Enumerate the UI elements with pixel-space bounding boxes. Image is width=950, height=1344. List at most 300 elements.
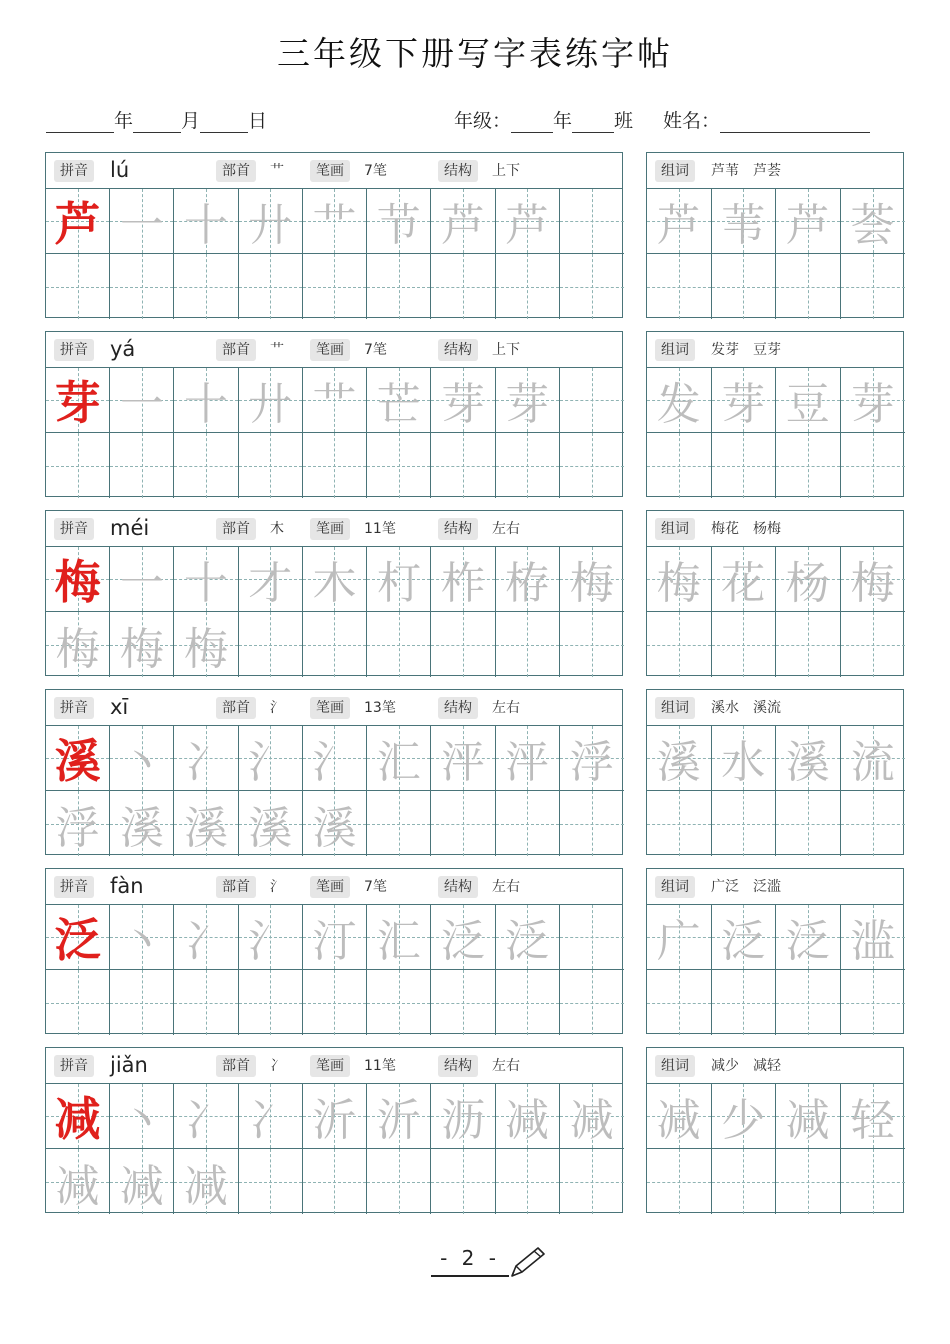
writing-cell[interactable] xyxy=(496,547,560,612)
stroke-order-trace: 溪 xyxy=(248,802,293,854)
writing-cell[interactable] xyxy=(303,726,367,791)
writing-cell[interactable] xyxy=(560,726,624,791)
word-writing-cell[interactable] xyxy=(841,1149,906,1214)
word-practice-block xyxy=(646,689,904,855)
block-header xyxy=(647,869,903,905)
word-trace-character: 芽 xyxy=(850,379,895,430)
stroke-order-trace: 减 xyxy=(505,1095,550,1146)
word-trace-character: 广 xyxy=(656,916,701,967)
word-writing-cell[interactable] xyxy=(647,254,712,319)
stroke-order-trace: 减 xyxy=(55,1160,100,1212)
writing-cell[interactable] xyxy=(431,433,495,498)
writing-cell[interactable] xyxy=(46,254,110,319)
word-writing-cell[interactable] xyxy=(712,1149,777,1214)
pinyin-value: yá xyxy=(110,337,136,361)
radical-value: 艹 xyxy=(270,342,284,358)
block-header xyxy=(647,1048,903,1084)
writing-cell[interactable] xyxy=(110,726,174,791)
word-writing-cell[interactable] xyxy=(712,905,777,970)
writing-cell[interactable] xyxy=(239,433,303,498)
word-writing-cell[interactable] xyxy=(712,726,777,791)
block-header xyxy=(647,332,903,368)
strokes-label: 笔画 xyxy=(310,339,350,361)
writing-cell[interactable] xyxy=(110,368,174,433)
writing-cell[interactable] xyxy=(431,1084,495,1149)
writing-cell[interactable] xyxy=(496,970,560,1035)
stroke-order-trace: 泙 xyxy=(505,737,550,788)
writing-cell[interactable] xyxy=(239,189,303,254)
word-trace-character: 花 xyxy=(721,558,766,609)
word-writing-cell[interactable] xyxy=(841,368,906,433)
writing-cell[interactable] xyxy=(431,254,495,319)
structure-label: 结构 xyxy=(438,160,478,182)
writing-cell[interactable] xyxy=(367,905,431,970)
structure-label: 结构 xyxy=(438,876,478,898)
word-trace-character: 豆 xyxy=(785,379,830,430)
word-writing-cell[interactable] xyxy=(841,254,906,319)
writing-cell[interactable] xyxy=(110,905,174,970)
writing-cell[interactable] xyxy=(560,189,624,254)
word-writing-cell[interactable] xyxy=(712,368,777,433)
word-writing-cell[interactable] xyxy=(841,433,906,498)
word-writing-cell[interactable] xyxy=(776,547,841,612)
stroke-order-trace: 一 xyxy=(119,200,164,251)
stroke-order-trace: 栫 xyxy=(505,558,550,609)
student-info-line xyxy=(454,106,870,133)
radical-label: 部首 xyxy=(216,1055,256,1077)
word-writing-cell[interactable] xyxy=(776,1084,841,1149)
words-label: 组词 xyxy=(655,339,695,361)
writing-cell[interactable] xyxy=(367,726,431,791)
word-trace-character: 梅 xyxy=(850,558,895,609)
grade-label: 年级： xyxy=(454,110,512,132)
word-writing-cell[interactable] xyxy=(776,433,841,498)
word-writing-cell[interactable] xyxy=(841,970,906,1035)
word-writing-cell[interactable] xyxy=(647,726,712,791)
word-writing-cell[interactable] xyxy=(776,970,841,1035)
word-writing-cell[interactable] xyxy=(776,254,841,319)
stroke-order-trace: 芒 xyxy=(376,379,421,430)
writing-cell[interactable] xyxy=(303,433,367,498)
words-value: 发芽 豆芽 xyxy=(711,342,781,358)
writing-cell[interactable] xyxy=(239,547,303,612)
page-number: - 2 - xyxy=(440,1246,500,1270)
word-writing-cell[interactable] xyxy=(712,547,777,612)
block-header xyxy=(46,153,622,189)
word-practice-block xyxy=(646,331,904,497)
word-writing-cell[interactable] xyxy=(647,970,712,1035)
writing-grid xyxy=(46,189,624,319)
writing-cell[interactable] xyxy=(174,189,238,254)
writing-cell[interactable] xyxy=(496,254,560,319)
main-character: 芽 xyxy=(54,376,101,430)
strokes-label: 笔画 xyxy=(310,518,350,540)
writing-cell[interactable] xyxy=(239,791,303,856)
word-trace-character: 芦 xyxy=(785,200,830,251)
stroke-order-trace: 减 xyxy=(569,1095,614,1146)
writing-cell[interactable] xyxy=(367,547,431,612)
writing-cell[interactable] xyxy=(239,970,303,1035)
writing-cell[interactable] xyxy=(239,254,303,319)
word-trace-character: 泛 xyxy=(721,916,766,967)
writing-grid xyxy=(46,1084,624,1214)
writing-cell[interactable] xyxy=(303,254,367,319)
stroke-order-trace: 冫 xyxy=(248,1095,293,1146)
radical-label: 部首 xyxy=(216,518,256,540)
writing-cell[interactable] xyxy=(174,726,238,791)
word-writing-grid xyxy=(647,1084,905,1214)
word-writing-cell[interactable] xyxy=(776,905,841,970)
word-trace-character: 发 xyxy=(656,379,701,430)
word-writing-cell[interactable] xyxy=(712,189,777,254)
word-writing-cell[interactable] xyxy=(776,612,841,677)
stroke-order-trace: 艹 xyxy=(312,200,357,251)
grade-year-label: 年 xyxy=(553,110,573,132)
strokes-value: 7笔 xyxy=(364,163,387,179)
main-character: 减 xyxy=(54,1092,101,1146)
word-writing-cell[interactable] xyxy=(647,905,712,970)
pinyin-label: 拼音 xyxy=(54,518,94,540)
word-trace-character: 水 xyxy=(721,737,766,788)
main-character: 梅 xyxy=(54,555,101,609)
structure-value: 上下 xyxy=(492,342,520,358)
writing-cell[interactable] xyxy=(496,1149,560,1214)
writing-cell[interactable] xyxy=(303,612,367,677)
structure-value: 左右 xyxy=(492,1058,520,1074)
writing-cell[interactable] xyxy=(431,547,495,612)
word-writing-cell[interactable] xyxy=(712,433,777,498)
word-writing-cell[interactable] xyxy=(841,726,906,791)
writing-cell[interactable] xyxy=(303,189,367,254)
writing-cell[interactable] xyxy=(239,726,303,791)
radical-label: 部首 xyxy=(216,876,256,898)
strokes-value: 13笔 xyxy=(364,700,396,716)
writing-cell[interactable] xyxy=(46,726,110,791)
writing-cell[interactable] xyxy=(239,905,303,970)
writing-cell[interactable] xyxy=(46,368,110,433)
radical-value: 冫 xyxy=(270,1058,284,1074)
writing-cell[interactable] xyxy=(560,433,624,498)
writing-cell[interactable] xyxy=(431,791,495,856)
writing-cell[interactable] xyxy=(303,1084,367,1149)
word-writing-cell[interactable] xyxy=(712,612,777,677)
writing-cell[interactable] xyxy=(560,905,624,970)
writing-cell[interactable] xyxy=(46,433,110,498)
writing-cell[interactable] xyxy=(496,905,560,970)
stroke-order-trace: 芽 xyxy=(440,379,485,430)
pinyin-label: 拼音 xyxy=(54,876,94,898)
word-writing-cell[interactable] xyxy=(776,189,841,254)
word-writing-cell[interactable] xyxy=(647,547,712,612)
writing-cell[interactable] xyxy=(496,189,560,254)
radical-label: 部首 xyxy=(216,339,256,361)
writing-cell[interactable] xyxy=(303,368,367,433)
word-trace-character: 减 xyxy=(785,1095,830,1146)
writing-cell[interactable] xyxy=(174,547,238,612)
writing-cell[interactable] xyxy=(174,612,238,677)
stroke-order-trace: 冫 xyxy=(184,916,229,967)
word-writing-cell[interactable] xyxy=(776,368,841,433)
word-practice-block xyxy=(646,152,904,318)
year-blank[interactable] xyxy=(46,111,114,133)
word-writing-cell[interactable] xyxy=(841,189,906,254)
word-writing-cell[interactable] xyxy=(647,433,712,498)
word-writing-cell[interactable] xyxy=(841,905,906,970)
stroke-order-trace: 丶 xyxy=(119,737,164,788)
writing-cell[interactable] xyxy=(560,612,624,677)
class-blank[interactable] xyxy=(572,111,614,133)
writing-cell[interactable] xyxy=(110,791,174,856)
writing-cell[interactable] xyxy=(46,970,110,1035)
word-writing-cell[interactable] xyxy=(776,726,841,791)
word-writing-cell[interactable] xyxy=(647,189,712,254)
pinyin-value: xī xyxy=(110,695,129,719)
stroke-order-trace: 溪 xyxy=(119,802,164,854)
writing-cell[interactable] xyxy=(174,1084,238,1149)
writing-cell[interactable] xyxy=(110,189,174,254)
block-header xyxy=(46,332,622,368)
stroke-order-trace: 沥 xyxy=(440,1095,485,1146)
writing-cell[interactable] xyxy=(496,1084,560,1149)
word-writing-cell[interactable] xyxy=(841,547,906,612)
writing-cell[interactable] xyxy=(174,905,238,970)
word-writing-cell[interactable] xyxy=(841,612,906,677)
word-writing-cell[interactable] xyxy=(841,1084,906,1149)
writing-cell[interactable] xyxy=(46,612,110,677)
stroke-order-trace: 浮 xyxy=(55,802,100,854)
radical-value: 艹 xyxy=(270,163,284,179)
strokes-label: 笔画 xyxy=(310,160,350,182)
writing-cell[interactable] xyxy=(46,1149,110,1214)
word-writing-cell[interactable] xyxy=(712,254,777,319)
writing-cell[interactable] xyxy=(110,547,174,612)
writing-cell[interactable] xyxy=(560,254,624,319)
writing-cell[interactable] xyxy=(431,612,495,677)
writing-cell[interactable] xyxy=(560,547,624,612)
stroke-order-trace: 汀 xyxy=(312,916,357,967)
writing-cell[interactable] xyxy=(367,433,431,498)
stroke-order-trace: 十 xyxy=(184,379,229,430)
radical-value: 氵 xyxy=(270,700,284,716)
word-writing-cell[interactable] xyxy=(712,970,777,1035)
stroke-order-trace: 冫 xyxy=(184,737,229,788)
writing-cell[interactable] xyxy=(560,970,624,1035)
word-practice-block xyxy=(646,868,904,1034)
stroke-order-trace: 芽 xyxy=(505,379,550,430)
word-writing-cell[interactable] xyxy=(712,1084,777,1149)
writing-cell[interactable] xyxy=(174,970,238,1035)
strokes-value: 7笔 xyxy=(364,879,387,895)
writing-cell[interactable] xyxy=(367,189,431,254)
word-trace-character: 泛 xyxy=(785,916,830,967)
writing-cell[interactable] xyxy=(367,254,431,319)
word-writing-cell[interactable] xyxy=(776,791,841,856)
writing-cell[interactable] xyxy=(110,1149,174,1214)
date-line xyxy=(46,106,267,133)
writing-cell[interactable] xyxy=(110,1084,174,1149)
grade-blank[interactable] xyxy=(511,111,553,133)
writing-cell[interactable] xyxy=(560,1084,624,1149)
structure-label: 结构 xyxy=(438,1055,478,1077)
words-label: 组词 xyxy=(655,518,695,540)
word-trace-character: 滥 xyxy=(850,916,895,967)
word-writing-cell[interactable] xyxy=(841,791,906,856)
writing-cell[interactable] xyxy=(174,368,238,433)
radical-value: 木 xyxy=(270,521,284,537)
stroke-order-trace: 一 xyxy=(119,379,164,430)
writing-cell[interactable] xyxy=(496,612,560,677)
stroke-order-trace: 减 xyxy=(119,1160,164,1212)
writing-cell[interactable] xyxy=(239,612,303,677)
pinyin-value: jiǎn xyxy=(110,1053,148,1077)
words-value: 溪水 溪流 xyxy=(711,700,781,716)
writing-cell[interactable] xyxy=(367,1084,431,1149)
writing-grid xyxy=(46,905,624,1035)
word-trace-character: 轻 xyxy=(850,1095,895,1146)
stroke-order-trace: 氵 xyxy=(248,916,293,967)
writing-cell[interactable] xyxy=(110,254,174,319)
word-writing-grid xyxy=(647,368,905,498)
word-writing-grid xyxy=(647,905,905,1035)
stroke-order-trace: 木 xyxy=(312,558,357,609)
strokes-value: 11笔 xyxy=(364,521,396,537)
writing-cell[interactable] xyxy=(46,1084,110,1149)
word-trace-character: 荟 xyxy=(850,200,895,251)
writing-cell[interactable] xyxy=(303,1149,367,1214)
stroke-order-trace: 汇 xyxy=(376,916,421,967)
writing-grid xyxy=(46,726,624,856)
month-blank[interactable] xyxy=(133,111,181,133)
writing-cell[interactable] xyxy=(303,970,367,1035)
writing-cell[interactable] xyxy=(174,791,238,856)
writing-cell[interactable] xyxy=(560,368,624,433)
writing-cell[interactable] xyxy=(110,433,174,498)
stroke-order-trace: 泛 xyxy=(440,916,485,967)
main-character: 溪 xyxy=(54,734,101,788)
writing-cell[interactable] xyxy=(303,547,367,612)
writing-cell[interactable] xyxy=(496,368,560,433)
structure-value: 左右 xyxy=(492,879,520,895)
word-trace-character: 梅 xyxy=(656,558,701,609)
word-writing-cell[interactable] xyxy=(776,1149,841,1214)
stroke-order-trace: 减 xyxy=(184,1160,229,1212)
block-header xyxy=(46,511,622,547)
word-trace-character: 芦 xyxy=(656,200,701,251)
stroke-order-trace: 梅 xyxy=(55,623,100,675)
writing-cell[interactable] xyxy=(239,1084,303,1149)
writing-cell[interactable] xyxy=(46,189,110,254)
stroke-order-trace: 一 xyxy=(119,558,164,609)
writing-cell[interactable] xyxy=(431,1149,495,1214)
block-header xyxy=(647,153,903,189)
structure-label: 结构 xyxy=(438,339,478,361)
word-trace-character: 杨 xyxy=(785,558,830,609)
writing-cell[interactable] xyxy=(46,791,110,856)
writing-cell[interactable] xyxy=(431,189,495,254)
words-label: 组词 xyxy=(655,876,695,898)
stroke-order-trace: 沂 xyxy=(312,1095,357,1146)
word-trace-character: 溪 xyxy=(785,737,830,788)
writing-cell[interactable] xyxy=(174,433,238,498)
stroke-order-trace: 沂 xyxy=(376,1095,421,1146)
writing-cell[interactable] xyxy=(303,791,367,856)
word-writing-cell[interactable] xyxy=(647,1149,712,1214)
structure-value: 左右 xyxy=(492,521,520,537)
writing-cell[interactable] xyxy=(431,368,495,433)
writing-cell[interactable] xyxy=(239,1149,303,1214)
stroke-order-trace: 丶 xyxy=(119,1095,164,1146)
writing-cell[interactable] xyxy=(367,1149,431,1214)
word-writing-cell[interactable] xyxy=(647,1084,712,1149)
name-blank[interactable] xyxy=(720,111,870,133)
writing-cell[interactable] xyxy=(46,905,110,970)
writing-cell[interactable] xyxy=(367,791,431,856)
stroke-order-trace: 溪 xyxy=(312,802,357,854)
character-practice-block xyxy=(45,1047,623,1213)
month-label: 月 xyxy=(181,110,201,132)
writing-cell[interactable] xyxy=(431,726,495,791)
writing-cell[interactable] xyxy=(367,368,431,433)
stroke-order-trace: 芦 xyxy=(505,200,550,251)
writing-cell[interactable] xyxy=(174,1149,238,1214)
structure-value: 上下 xyxy=(492,163,520,179)
word-writing-cell[interactable] xyxy=(647,791,712,856)
structure-value: 左右 xyxy=(492,700,520,716)
strokes-label: 笔画 xyxy=(310,876,350,898)
words-value: 梅花 杨梅 xyxy=(711,521,781,537)
stroke-order-trace: 浮 xyxy=(569,737,614,788)
radical-label: 部首 xyxy=(216,160,256,182)
day-label: 日 xyxy=(248,110,268,132)
writing-cell[interactable] xyxy=(110,970,174,1035)
writing-cell[interactable] xyxy=(431,970,495,1035)
word-writing-cell[interactable] xyxy=(647,612,712,677)
writing-cell[interactable] xyxy=(431,905,495,970)
word-trace-character: 苇 xyxy=(721,200,766,251)
writing-cell[interactable] xyxy=(560,791,624,856)
writing-cell[interactable] xyxy=(239,368,303,433)
word-trace-character: 流 xyxy=(850,737,895,788)
writing-cell[interactable] xyxy=(367,612,431,677)
writing-cell[interactable] xyxy=(46,547,110,612)
stroke-order-trace: 泙 xyxy=(440,737,485,788)
writing-cell[interactable] xyxy=(496,726,560,791)
word-practice-block xyxy=(646,1047,904,1213)
word-writing-cell[interactable] xyxy=(647,368,712,433)
block-header xyxy=(46,869,622,905)
writing-cell[interactable] xyxy=(367,970,431,1035)
writing-cell[interactable] xyxy=(496,433,560,498)
writing-grid xyxy=(46,547,624,677)
words-value: 芦苇 芦荟 xyxy=(711,163,781,179)
writing-cell[interactable] xyxy=(560,1149,624,1214)
stroke-order-trace: 汇 xyxy=(376,737,421,788)
words-label: 组词 xyxy=(655,160,695,182)
stroke-order-trace: 艹 xyxy=(312,379,357,430)
pinyin-value: méi xyxy=(110,516,150,540)
word-writing-cell[interactable] xyxy=(712,791,777,856)
words-value: 减少 减轻 xyxy=(711,1058,781,1074)
main-character: 芦 xyxy=(54,197,101,251)
writing-cell[interactable] xyxy=(496,791,560,856)
writing-cell[interactable] xyxy=(110,612,174,677)
block-header xyxy=(46,690,622,726)
writing-cell[interactable] xyxy=(303,905,367,970)
day-blank[interactable] xyxy=(200,111,248,133)
structure-label: 结构 xyxy=(438,518,478,540)
pinyin-label: 拼音 xyxy=(54,697,94,719)
writing-cell[interactable] xyxy=(174,254,238,319)
